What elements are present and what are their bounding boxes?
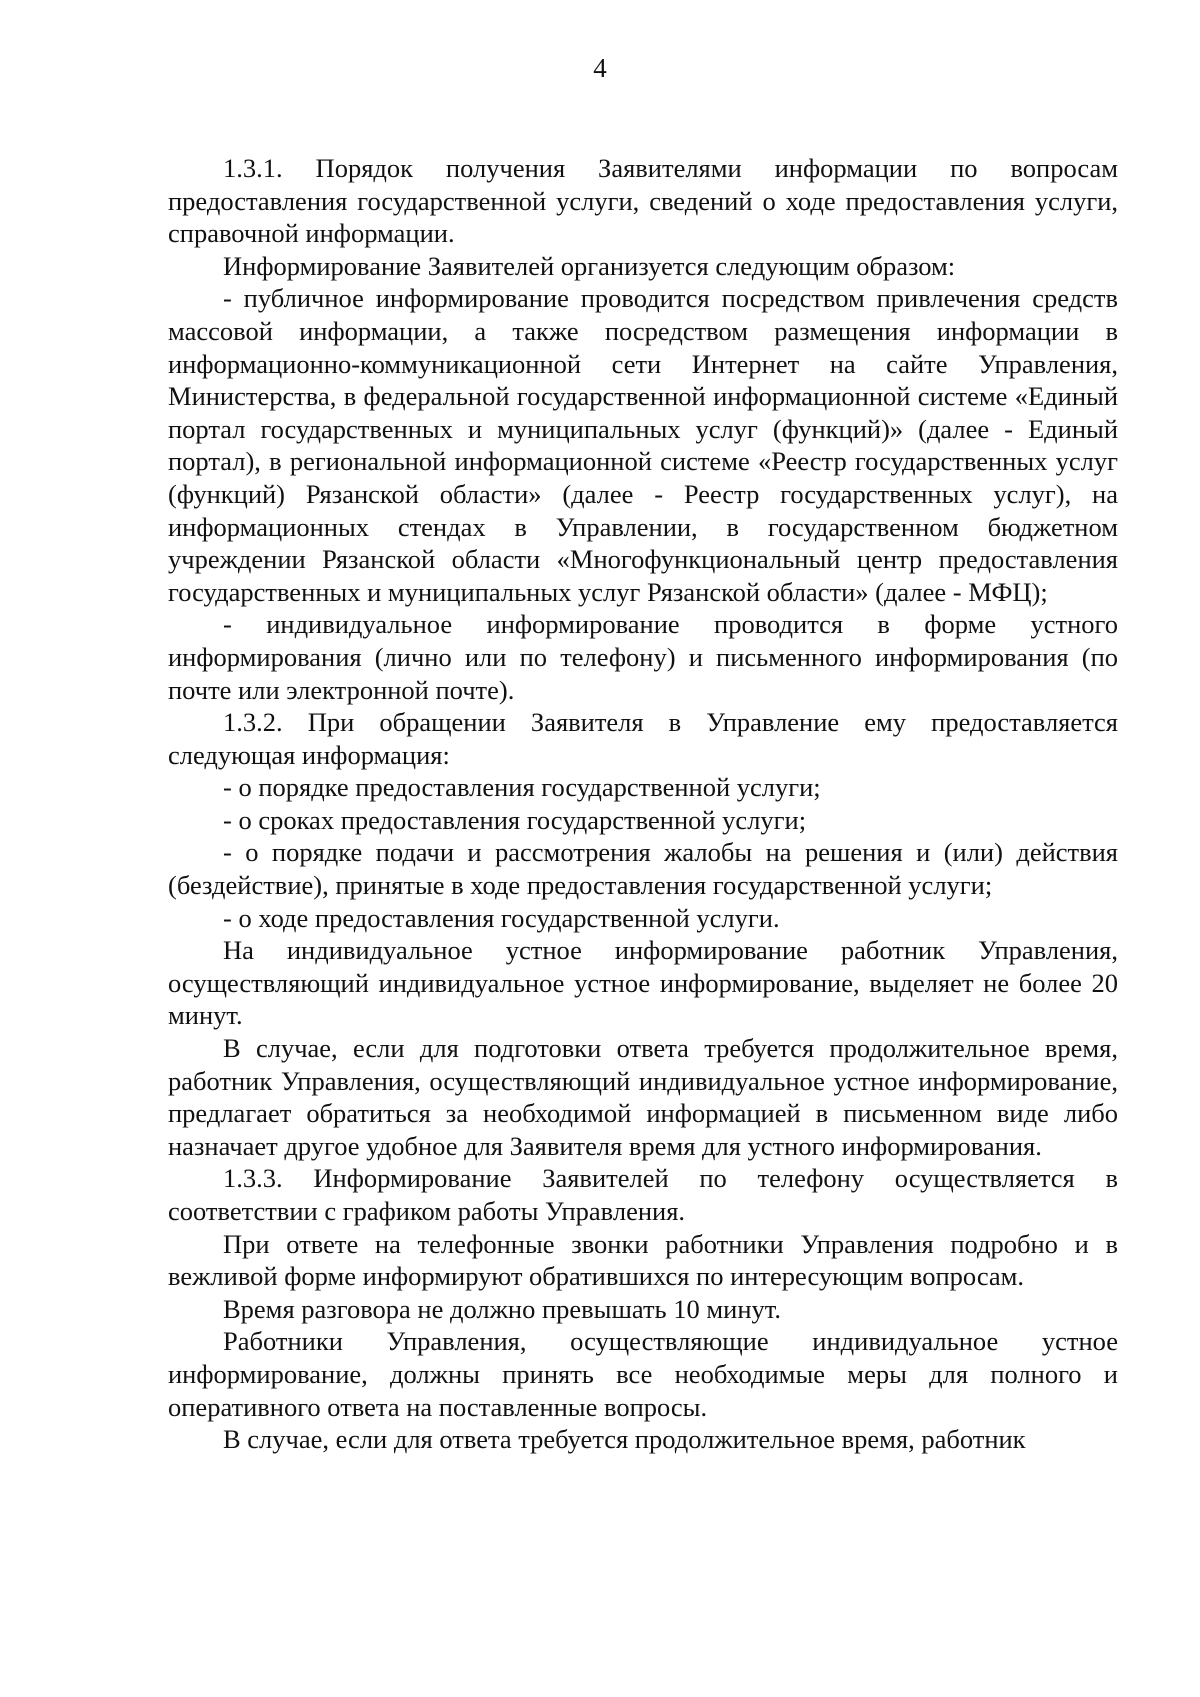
paragraph-informing-intro: Информирование Заявителей организуется следующим образом: [223, 250, 956, 281]
paragraph-individual-informing: - индивидуальное информирование проводится в форме устного информирования (лично или по телефону) и письменного информирования (по почте или электронной почте). [168, 609, 1118, 705]
paragraph-1-3-1: 1.3.1. Порядок получения Заявителями информации по вопросам предоставления государственной услуги, сведений о ходе предоставления услуги, справочной информации. [168, 153, 1118, 249]
list-item-complaints: - о порядке подачи и рассмотрения жалобы на решения и (или) действия (бездействие), принятые в ходе предоставления государственной услуги; [168, 837, 1118, 901]
document-body [168, 152, 1118, 1456]
paragraph-continuation: В случае, если для ответа требуется продолжительное время, работник [223, 1424, 1026, 1455]
list-item-procedure: - о порядке предоставления государственной услуги; [223, 772, 821, 803]
paragraph-phone-calls: При ответе на телефонные звонки работники Управления подробно и в вежливой форме информируют обратившихся по интересующим вопросам. [168, 1228, 1118, 1292]
page-number: 4 [593, 53, 607, 83]
paragraph-1-3-2: 1.3.2. При обращении Заявителя в Управление ему предоставляется следующая информация: [168, 707, 1118, 770]
paragraph-1-3-3: 1.3.3. Информирование Заявителей по телефону осуществляется в соответствии с графиком работы Управления. [168, 1163, 1118, 1226]
paragraph-oral-time: На индивидуальное устное информирование работник Управления, осуществляющий индивидуальное устное информирование, выделяет не более 20 минут. [168, 935, 1118, 1031]
paragraph-long-answer: В случае, если для подготовки ответа требуется продолжительное время, работник Управления, осуществляющий индивидуальное устное информирование, предлагает обратиться за необходимой информацией в письменном виде либо назначает другое удобное для Заявителя время для устного информирования. [168, 1033, 1118, 1161]
paragraph-call-duration: Время разговора не должно превышать 10 минут. [223, 1293, 781, 1324]
list-item-progress: - о ходе предоставления государственной услуги. [223, 902, 780, 933]
list-item-deadlines: - о сроках предоставления государственной услуги; [223, 804, 807, 835]
paragraph-public-informing: - публичное информирование проводится посредством привлечения средств массовой информации, а также посредством размещения информации в информационно-коммуникационной сети Интернет на сайте Управления, Министерства, в федеральной государственной информационной системе «Единый портал государственных и муниципальных услуг (функций)» (далее - Единый портал), в региональной информационной системе «Реестр государственных услуг (функций) Рязанской области» (далее - Реестр государственных услуг), на информационных стендах в Управлении, в государственном бюджетном учреждении Рязанской области «Многофункциональный центр предоставления государственных и муниципальных услуг Рязанской области» (далее - МФЦ); [168, 283, 1118, 607]
paragraph-employee-measures: Работники Управления, осуществляющие индивидуальное устное информирование, должны принять все необходимые меры для полного и оперативного ответа на поставленные вопросы. [168, 1326, 1118, 1422]
